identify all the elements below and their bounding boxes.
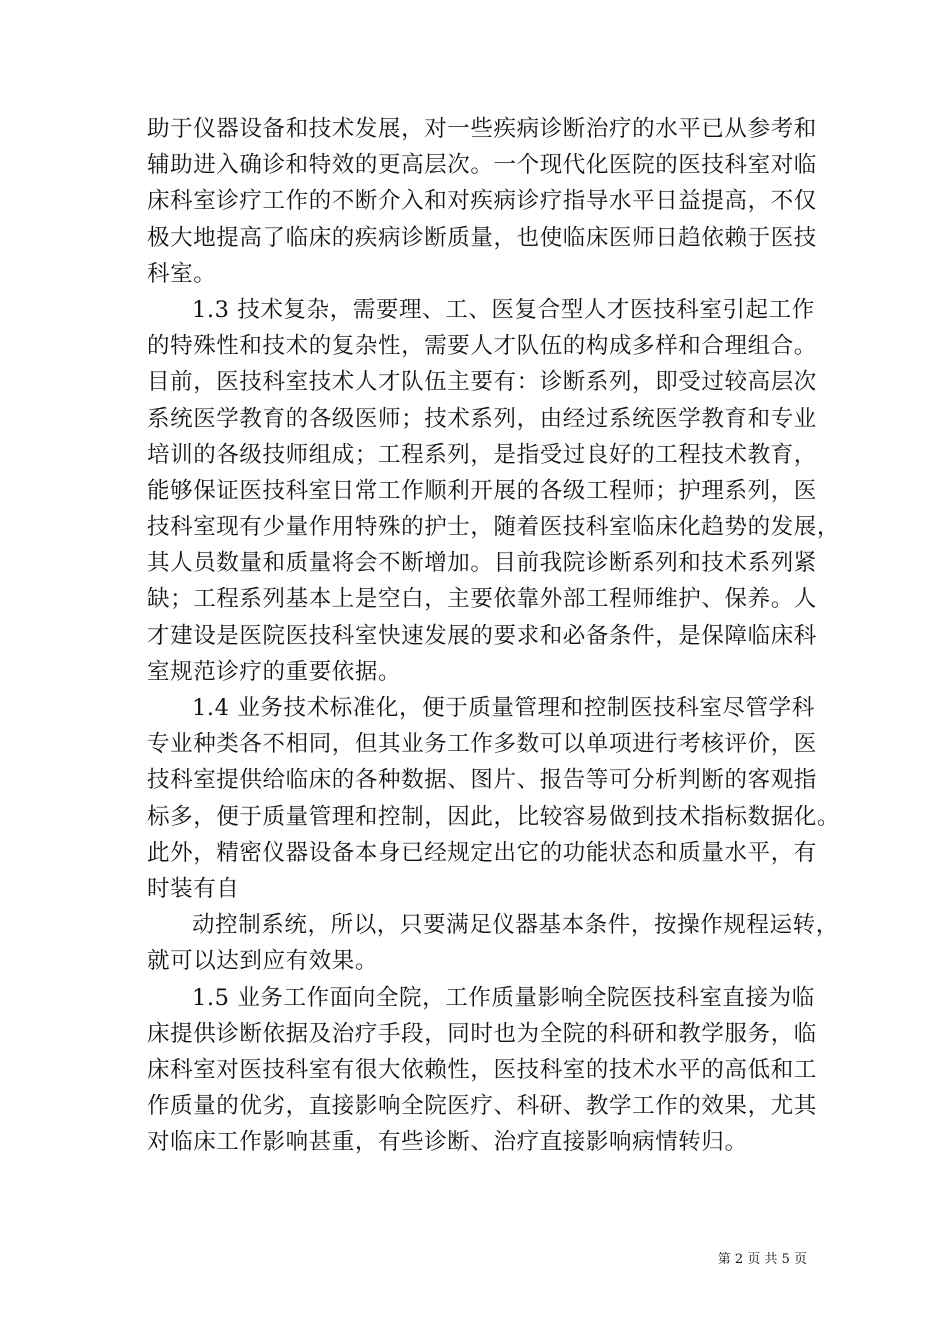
text-line: 床提供诊断依据及治疗手段，同时也为全院的科研和教学服务，临 [147,1020,817,1047]
text-line: 对临床工作影响甚重，有些诊断、治疗直接影响病情转归。 [147,1129,748,1156]
text-line: 床科室对医技科室有很大依赖性，医技科室的技术水平的高低和工 [147,1056,817,1083]
text-line: 才建设是医院医技科室快速发展的要求和必备条件，是保障临床科 [147,622,817,649]
page-number: 第 2 页 共 5 页 [717,1252,807,1267]
text-line: 此外，精密仪器设备本身已经规定出它的功能状态和质量水平，有 [147,839,817,866]
document-body [147,111,841,1160]
text-line: 时装有自 [147,875,240,902]
text-line: 辅助进入确诊和特效的更高层次。一个现代化医院的医技科室对临 [147,152,817,179]
text-line: 系统医学教育的各级医师；技术系列，由经过系统医学教育和专业 [147,405,817,432]
text-line: 1.5 业务工作面向全院，工作质量影响全院医技科室直接为临 [192,984,815,1011]
text-line: 专业种类各不相同，但其业务工作多数可以单项进行考核评价，医 [147,731,817,758]
text-line: 动控制系统，所以，只要满足仪器基本条件，按操作规程运转， [192,912,839,939]
text-line: 技科室提供给临床的各种数据、图片、报告等可分析判断的客观指 [147,767,817,794]
text-line: 培训的各级技师组成；工程系列，是指受过良好的工程技术教育， [147,441,817,468]
text-line: 室规范诊疗的重要依据。 [147,658,402,685]
text-line: 标多，便于质量管理和控制，因此，比较容易做到技术指标数据化。 [147,803,841,830]
text-line: 能够保证医技科室日常工作顺利开展的各级工程师；护理系列，医 [147,477,817,504]
text-line: 床科室诊疗工作的不断介入和对疾病诊疗指导水平日益提高，不仅 [147,188,817,215]
text-line: 1.3 技术复杂，需要理、工、医复合型人才医技科室引起工作 [192,296,815,323]
text-line: 目前，医技科室技术人才队伍主要有：诊断系列，即受过较高层次 [147,369,817,396]
text-line: 助于仪器设备和技术发展，对一些疾病诊断治疗的水平已从参考和 [147,116,817,142]
text-line: 作质量的优劣，直接影响全院医疗、科研、教学工作的效果，尤其 [147,1093,817,1120]
text-line: 其人员数量和质量将会不断增加。目前我院诊断系列和技术系列紧 [147,550,817,577]
text-line: 科室。 [147,260,217,287]
text-line: 极大地提高了临床的疾病诊断质量，也使临床医师日趋依赖于医技 [147,224,817,251]
text-line: 的特殊性和技术的复杂性，需要人才队伍的构成多样和合理组合。 [147,333,817,360]
text-line: 技科室现有少量作用特殊的护士，随着医技科室临床化趋势的发展， [147,514,841,541]
text-line: 缺；工程系列基本上是空白，主要依靠外部工程师维护、保养。人 [147,586,817,613]
text-line: 就可以达到应有效果。 [147,948,379,975]
text-line: 1.4 业务技术标准化，便于质量管理和控制医技科室尽管学科 [192,695,815,721]
